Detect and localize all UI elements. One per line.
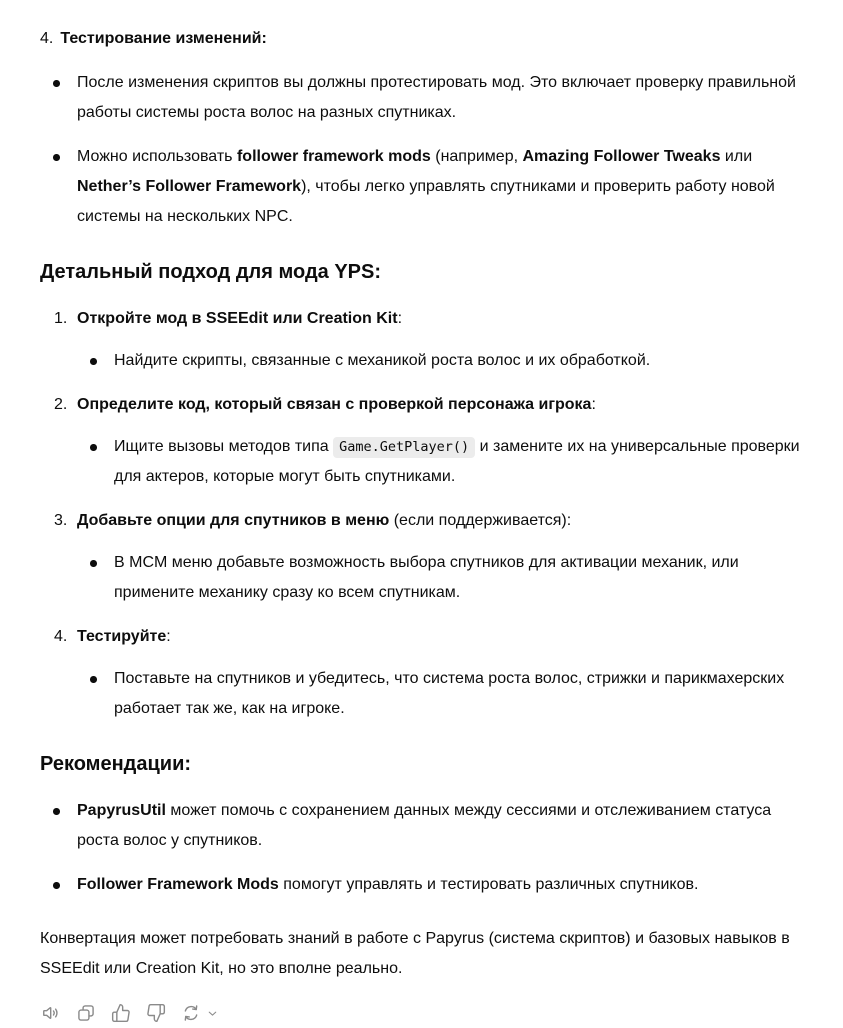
list-item xyxy=(77,664,810,724)
step-sublist xyxy=(77,664,810,724)
chevron-down-icon xyxy=(206,1007,219,1020)
step-number: 1. xyxy=(54,310,68,327)
text-segment: Поставьте на спутников и убедитесь, что система роста волос, стрижки и парикмахерских работает так же, как на игроке. xyxy=(114,670,785,717)
detailed-approach-heading xyxy=(40,258,810,286)
copy-button[interactable] xyxy=(71,998,101,1028)
bold-text: YPS xyxy=(334,261,375,283)
step-body xyxy=(77,622,810,724)
inline-code: Game.GetPlayer() xyxy=(333,437,475,458)
step-number: 4. xyxy=(54,628,68,645)
list-item xyxy=(40,870,810,900)
recommendations-list xyxy=(40,796,810,900)
testing-heading xyxy=(40,24,810,54)
text-segment: : xyxy=(166,628,171,645)
step-title xyxy=(77,622,810,652)
text-segment: Можно использовать xyxy=(77,148,237,165)
thumbs-up-icon xyxy=(111,1003,131,1023)
list-item xyxy=(40,142,810,232)
step-title xyxy=(77,390,810,420)
text-segment: может помочь с сохранением данных между сессиями и отслеживанием статуса роста волос у спутников. xyxy=(77,802,772,849)
regenerate-button[interactable] xyxy=(176,998,224,1028)
list-item xyxy=(40,796,810,856)
read-aloud-icon xyxy=(41,1003,61,1023)
step-title xyxy=(77,304,810,334)
bold-text: Follower Framework Mods xyxy=(77,876,279,893)
list-item xyxy=(77,548,810,608)
step-item-2 xyxy=(40,390,810,492)
text-segment: : xyxy=(591,396,596,413)
bold-text: Откройте мод в SSEEdit или Creation Kit xyxy=(77,310,398,327)
recommendations-heading: Рекомендации: xyxy=(40,753,192,775)
list-item xyxy=(40,68,810,128)
step-title xyxy=(77,506,810,536)
testing-heading-number: 4. xyxy=(40,30,54,47)
step-sublist xyxy=(77,548,810,608)
bold-text: PapyrusUtil xyxy=(77,802,166,819)
bold-text: Amazing Follower Tweaks xyxy=(522,148,721,165)
thumbs-up-button[interactable] xyxy=(106,998,136,1028)
read-aloud-button[interactable] xyxy=(36,998,66,1028)
bold-text: Тестируйте xyxy=(77,628,167,645)
thumbs-down-button[interactable] xyxy=(141,998,171,1028)
step-number: 3. xyxy=(54,512,68,529)
step-number: 2. xyxy=(54,396,68,413)
bold-text: Добавьте опции для спутников в меню xyxy=(77,512,390,529)
text-segment: (например, xyxy=(430,148,523,165)
text-segment: После изменения скриптов вы должны протестировать мод. Это включает проверку правильной работы системы роста волос на разных спутниках. xyxy=(77,74,796,121)
closing-paragraph: Конвертация может потребовать знаний в работе с Papyrus (система скриптов) и базовых навыков в SSEEdit или Creation Kit, но это вполне реально. xyxy=(40,930,790,977)
steps-list xyxy=(40,304,810,724)
bold-text: Nether’s Follower Framework xyxy=(77,178,302,195)
text-segment: или xyxy=(720,148,753,165)
step-sublist xyxy=(77,346,810,376)
testing-heading-title: Тестирование изменений: xyxy=(60,30,267,47)
step-body xyxy=(77,390,810,492)
text-segment: : xyxy=(397,310,403,327)
step-body xyxy=(77,506,810,608)
regenerate-icon xyxy=(181,1003,201,1023)
step-item-3 xyxy=(40,506,810,608)
text-segment: В MCM меню добавьте возможность выбора спутников для активации механик, или примените механику сразу ко всем спутникам. xyxy=(114,554,739,601)
text-segment: : xyxy=(374,261,382,283)
text-segment: Найдите скрипты, связанные с механикой роста волос и их обработкой. xyxy=(114,352,651,369)
step-item-1 xyxy=(40,304,810,376)
copy-icon xyxy=(76,1003,96,1023)
bold-text: Определите код, который связан с проверкой персонажа игрока xyxy=(77,396,592,413)
text-segment: Детальный подход для мода xyxy=(40,261,335,283)
step-item-4 xyxy=(40,622,810,724)
list-item xyxy=(77,346,810,376)
text-segment: и замените их на универсальные проверки для актеров, которые могут быть спутниками. xyxy=(114,438,800,485)
step-sublist xyxy=(77,432,810,492)
text-segment: помогут управлять и тестировать различных спутников. xyxy=(278,876,699,893)
bold-text: follower framework mods xyxy=(236,148,431,165)
text-segment: (если поддерживается): xyxy=(389,512,572,529)
message-action-bar xyxy=(36,998,810,1028)
thumbs-down-icon xyxy=(146,1003,166,1023)
text-segment: ), чтобы легко управлять спутниками и проверить работу новой системы на нескольких NPC. xyxy=(77,178,775,225)
list-item xyxy=(77,432,810,492)
text-segment: Ищите вызовы методов типа xyxy=(114,438,334,455)
testing-list xyxy=(40,68,810,232)
step-body xyxy=(77,304,810,376)
